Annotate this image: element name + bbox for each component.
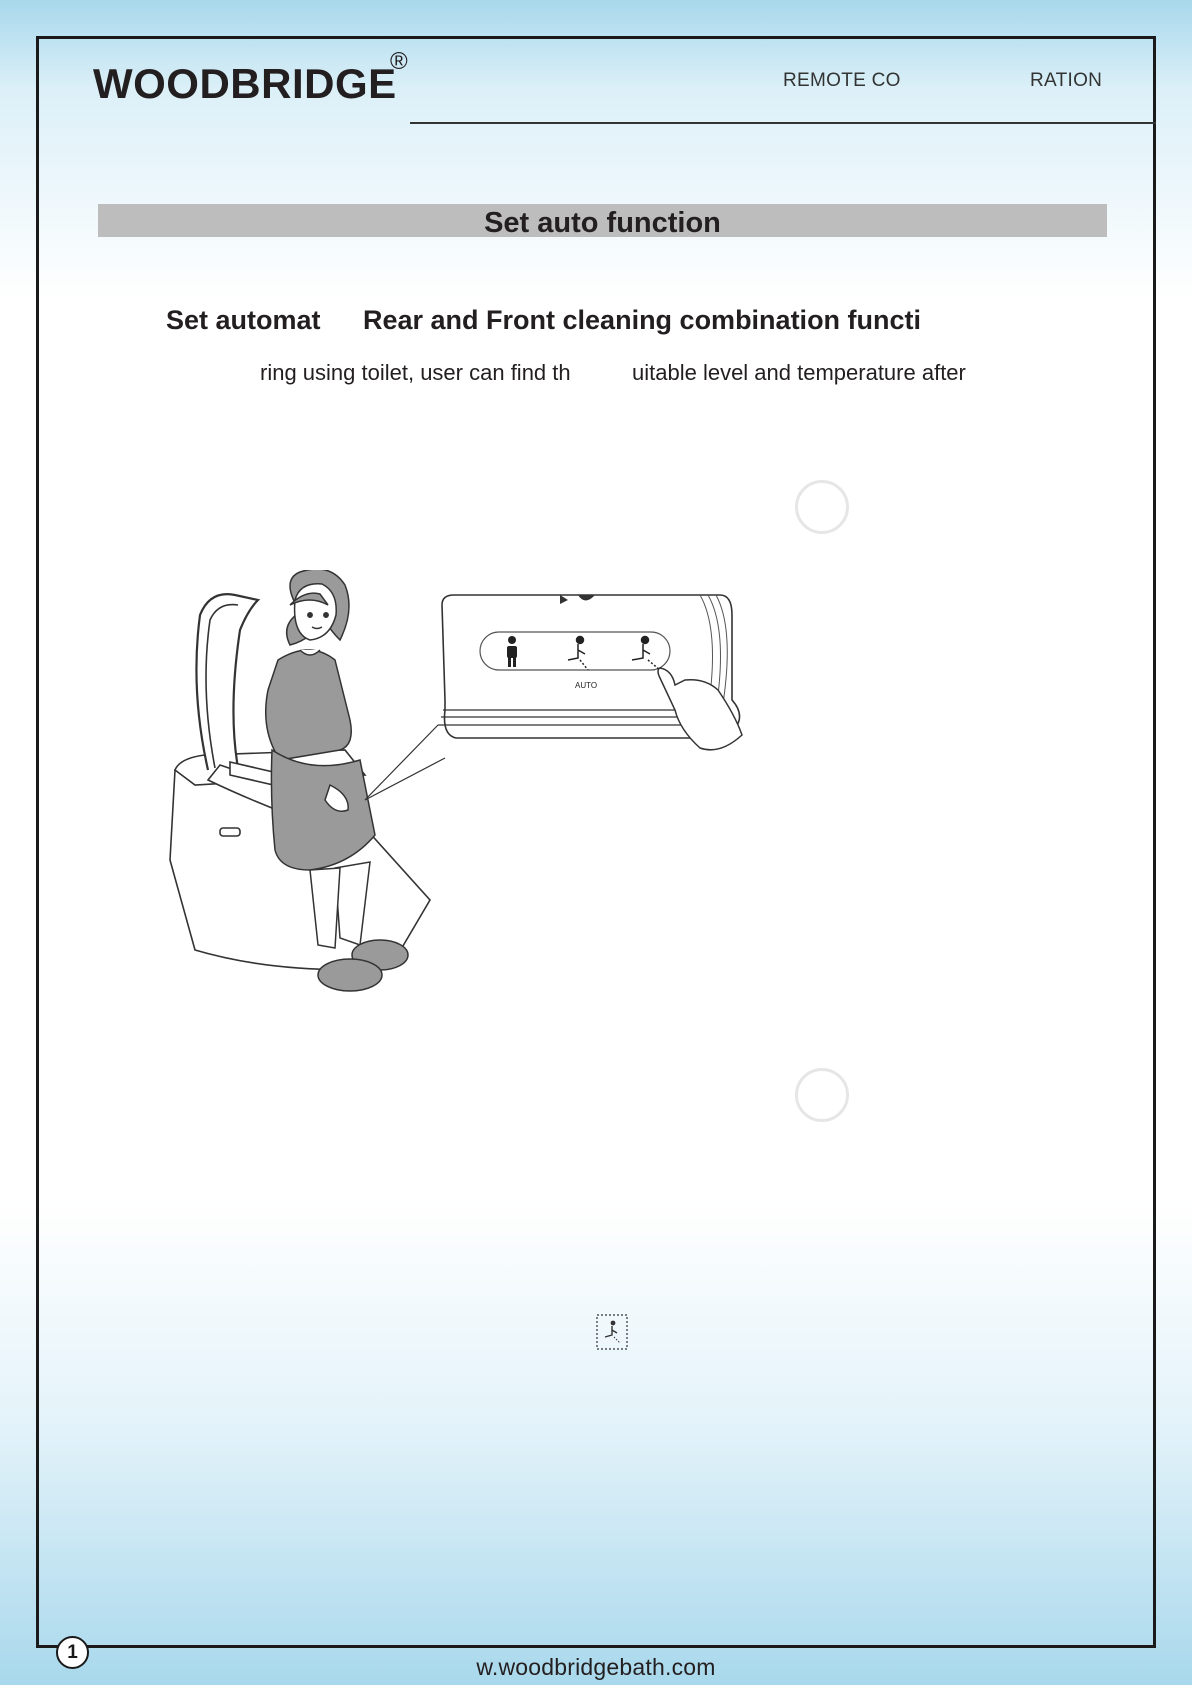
body-text-part-a: ring using toilet, user can find th: [260, 360, 571, 385]
header-section-label-right: RATION: [1030, 70, 1103, 91]
body-text-part-b: uitable level and temperature after: [632, 360, 966, 385]
step-marker-circle-2: [795, 1068, 849, 1122]
toilet-usage-illustration: [160, 570, 750, 1000]
section-title: Set auto function: [484, 207, 721, 239]
header-section-label-left: REMOTE CO: [783, 70, 901, 91]
registered-mark: ®: [390, 48, 408, 75]
front-wash-button-icon: [596, 1314, 628, 1350]
footer-website-url: w.woodbridgebath.com: [476, 1654, 716, 1680]
page-number: 1: [56, 1636, 89, 1669]
subtitle-part-a: Set automat: [166, 305, 321, 335]
brand-logo: WOODBRIDGE: [93, 60, 397, 107]
panel-auto-label: AUTO: [575, 681, 598, 690]
step-marker-circle-1: [795, 480, 849, 534]
subtitle-part-b: Rear and Front cleaning combination functi: [363, 305, 922, 335]
header-rule: [410, 122, 1156, 124]
control-panel-zoom: [438, 595, 742, 750]
